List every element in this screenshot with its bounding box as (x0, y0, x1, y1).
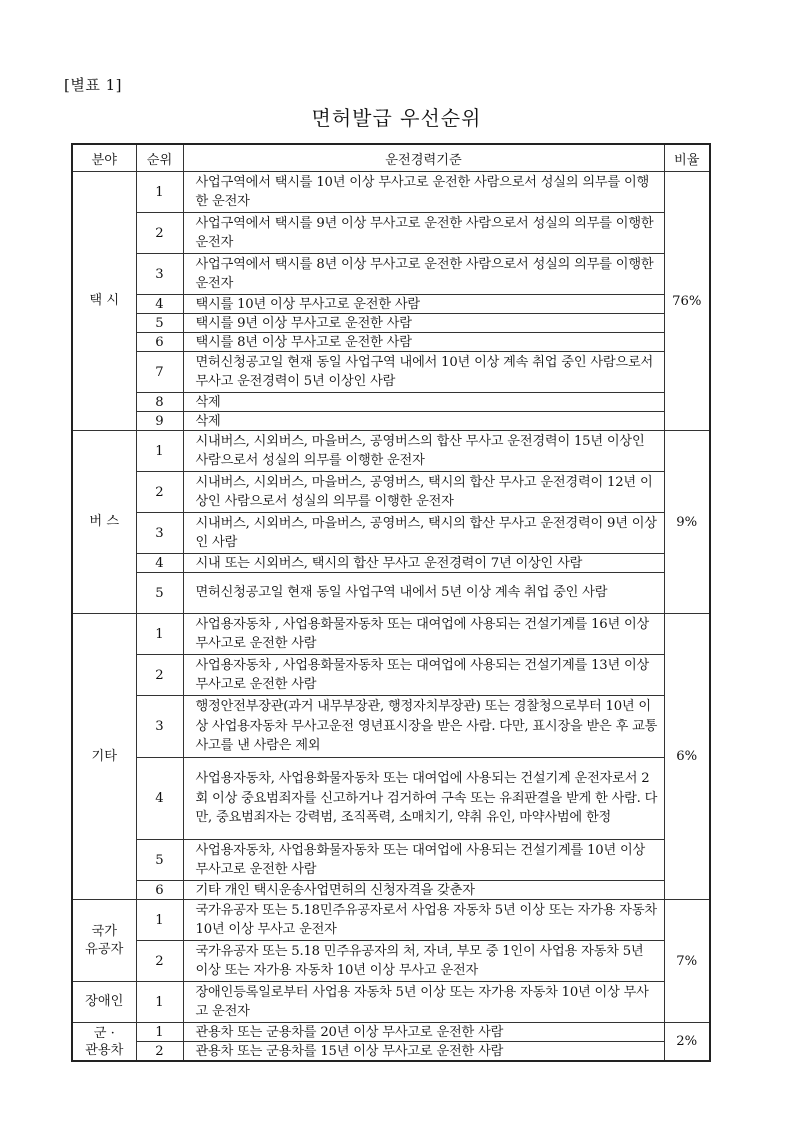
table-row (72, 213, 710, 254)
table-row (72, 614, 710, 655)
rank-cell: 1 (136, 614, 183, 655)
rank-cell: 3 (136, 254, 183, 295)
rank-cell: 5 (136, 314, 183, 333)
criteria-cell: 시내버스, 시외버스, 마을버스, 공영버스의 합산 무사고 운전경력이 15년 이상인 사람으로서 성실의 의무를 이행한 운전자 (183, 431, 664, 472)
table-row (72, 254, 710, 295)
table-row (72, 295, 710, 314)
criteria-cell: 시내 또는 시외버스, 택시의 합산 무사고 운전경력이 7년 이상인 사람 (183, 554, 664, 573)
rank-cell: 2 (136, 472, 183, 513)
table-row (72, 172, 710, 213)
criteria-cell: 시내버스, 시외버스, 마을버스, 공영버스, 택시의 합산 무사고 운전경력이 12년 이상인 사람으로서 성실의 의무를 이행한 운전자 (183, 472, 664, 513)
criteria-cell: 택시를 10년 이상 무사고로 운전한 사람 (183, 295, 664, 314)
field-taxi: 택 시 (72, 172, 136, 431)
rank-cell: 6 (136, 333, 183, 352)
table-row (72, 758, 710, 840)
criteria-cell: 사업구역에서 택시를 9년 이상 무사고로 운전한 사람으로서 성실의 의무를 이행한 운전자 (183, 213, 664, 254)
table-row (72, 314, 710, 333)
ratio-taxi: 76% (664, 172, 710, 431)
rank-cell: 9 (136, 412, 183, 431)
criteria-cell: 기타 개인 택시운송사업면허의 신청자격을 갖춘자 (183, 881, 664, 900)
rank-cell: 2 (136, 941, 183, 982)
field-line: 국가 (91, 923, 117, 939)
header-criteria: 운전경력기준 (183, 144, 664, 172)
criteria-cell: 관용차 또는 군용차를 15년 이상 무사고로 운전한 사람 (183, 1042, 664, 1062)
rank-cell: 2 (136, 655, 183, 696)
rank-cell: 2 (136, 1042, 183, 1062)
table-row (72, 900, 710, 941)
rank-cell: 5 (136, 573, 183, 614)
rank-cell: 7 (136, 352, 183, 393)
table-row (72, 573, 710, 614)
field-national-merit (72, 900, 136, 982)
rank-cell: 1 (136, 900, 183, 941)
table-row (72, 333, 710, 352)
table-row (72, 881, 710, 900)
table-row (72, 352, 710, 393)
criteria-cell: 국가유공자 또는 5.18 민주유공자의 처, 자녀, 부모 중 1인이 사업용 자동차 5년 이상 또는 자가용 자동차 10년 이상 무사고 운전자 (183, 941, 664, 982)
page-title: 면허발급 우선순위 (311, 106, 482, 130)
criteria-cell: 장애인등록일로부터 사업용 자동차 5년 이상 또는 자가용 자동차 10년 이상 무사고 운전자 (183, 982, 664, 1023)
table-row (72, 412, 710, 431)
field-line: 유공자 (85, 941, 124, 957)
table-row (72, 431, 710, 472)
field-military-government (72, 1023, 136, 1062)
rank-cell: 1 (136, 431, 183, 472)
header-ratio: 비율 (664, 144, 710, 172)
license-priority-table (71, 143, 711, 1062)
appendix-label: [별표 1] (64, 76, 122, 94)
criteria-cell: 사업용자동차 , 사업용화물자동차 또는 대여업에 사용되는 건설기계를 13년 이상 무사고로 운전한 사람 (183, 655, 664, 696)
rank-cell: 4 (136, 295, 183, 314)
criteria-cell: 사업용자동차, 사업용화물자동차 또는 대여업에 사용되는 건설기계 운전자로서 2회 이상 중요범죄자를 신고하거나 검거하여 구속 또는 유죄판결을 받게 한 사람. 다만, 중요범죄자는 강력범, 조직폭력, 소매치기, 약취 유인, 마약사범에 한정 (183, 758, 664, 840)
table-row (72, 696, 710, 758)
table-row (72, 472, 710, 513)
rank-cell: 6 (136, 881, 183, 900)
criteria-cell: 관용차 또는 군용차를 20년 이상 무사고로 운전한 사람 (183, 1023, 664, 1042)
ratio-other: 6% (664, 614, 710, 900)
table-row (72, 393, 710, 412)
criteria-cell: 택시를 8년 이상 무사고로 운전한 사람 (183, 333, 664, 352)
criteria-cell: 면허신청공고일 현재 동일 사업구역 내에서 10년 이상 계속 취업 중인 사람으로서 무사고 운전경력이 5년 이상인 사람 (183, 352, 664, 393)
table-row (72, 941, 710, 982)
rank-cell: 4 (136, 758, 183, 840)
rank-cell: 1 (136, 1023, 183, 1042)
table-row (72, 982, 710, 1023)
table-row (72, 655, 710, 696)
field-bus: 버 스 (72, 431, 136, 614)
criteria-cell: 국가유공자 또는 5.18민주유공자로서 사업용 자동차 5년 이상 또는 자가용 자동차 10년 이상 무사고 운전자 (183, 900, 664, 941)
table-row (72, 513, 710, 554)
rank-cell: 1 (136, 982, 183, 1023)
rank-cell: 3 (136, 513, 183, 554)
criteria-cell: 사업용자동차, 사업용화물자동차 또는 대여업에 사용되는 건설기계를 10년 이상 무사고로 운전한 사람 (183, 840, 664, 881)
criteria-cell: 삭제 (183, 412, 664, 431)
table-row (72, 554, 710, 573)
criteria-cell: 면허신청공고일 현재 동일 사업구역 내에서 5년 이상 계속 취업 중인 사람 (183, 573, 664, 614)
rank-cell: 1 (136, 172, 183, 213)
criteria-cell: 택시를 9년 이상 무사고로 운전한 사람 (183, 314, 664, 333)
header-field: 분야 (72, 144, 136, 172)
criteria-cell: 삭제 (183, 393, 664, 412)
criteria-cell: 행정안전부장관(과거 내무부장관, 행정자치부장관) 또는 경찰청으로부터 10년 이상 사업용자동차 무사고운전 영년표시장을 받은 사람. 다만, 표시장을 받은 후 교통사고를 낸 사람은 제외 (183, 696, 664, 758)
rank-cell: 2 (136, 213, 183, 254)
header-rank: 순위 (136, 144, 183, 172)
table-header-row (72, 144, 710, 172)
field-line: 관용차 (85, 1042, 124, 1058)
rank-cell: 5 (136, 840, 183, 881)
criteria-cell: 사업구역에서 택시를 8년 이상 무사고로 운전한 사람으로서 성실의 의무를 이행한 운전자 (183, 254, 664, 295)
table-row (72, 1023, 710, 1042)
field-line: 군 · (93, 1025, 115, 1041)
field-disabled: 장애인 (72, 982, 136, 1023)
table-row (72, 840, 710, 881)
ratio-national-merit-disabled: 7% (664, 900, 710, 1023)
criteria-cell: 사업구역에서 택시를 10년 이상 무사고로 운전한 사람으로서 성실의 의무를 이행한 운전자 (183, 172, 664, 213)
ratio-military-government: 2% (664, 1023, 710, 1062)
table-row (72, 1042, 710, 1062)
rank-cell: 4 (136, 554, 183, 573)
rank-cell: 3 (136, 696, 183, 758)
ratio-bus: 9% (664, 431, 710, 614)
criteria-cell: 시내버스, 시외버스, 마을버스, 공영버스, 택시의 합산 무사고 운전경력이 9년 이상인 사람 (183, 513, 664, 554)
criteria-cell: 사업용자동차 , 사업용화물자동차 또는 대여업에 사용되는 건설기계를 16년 이상 무사고로 운전한 사람 (183, 614, 664, 655)
field-other: 기타 (72, 614, 136, 900)
rank-cell: 8 (136, 393, 183, 412)
